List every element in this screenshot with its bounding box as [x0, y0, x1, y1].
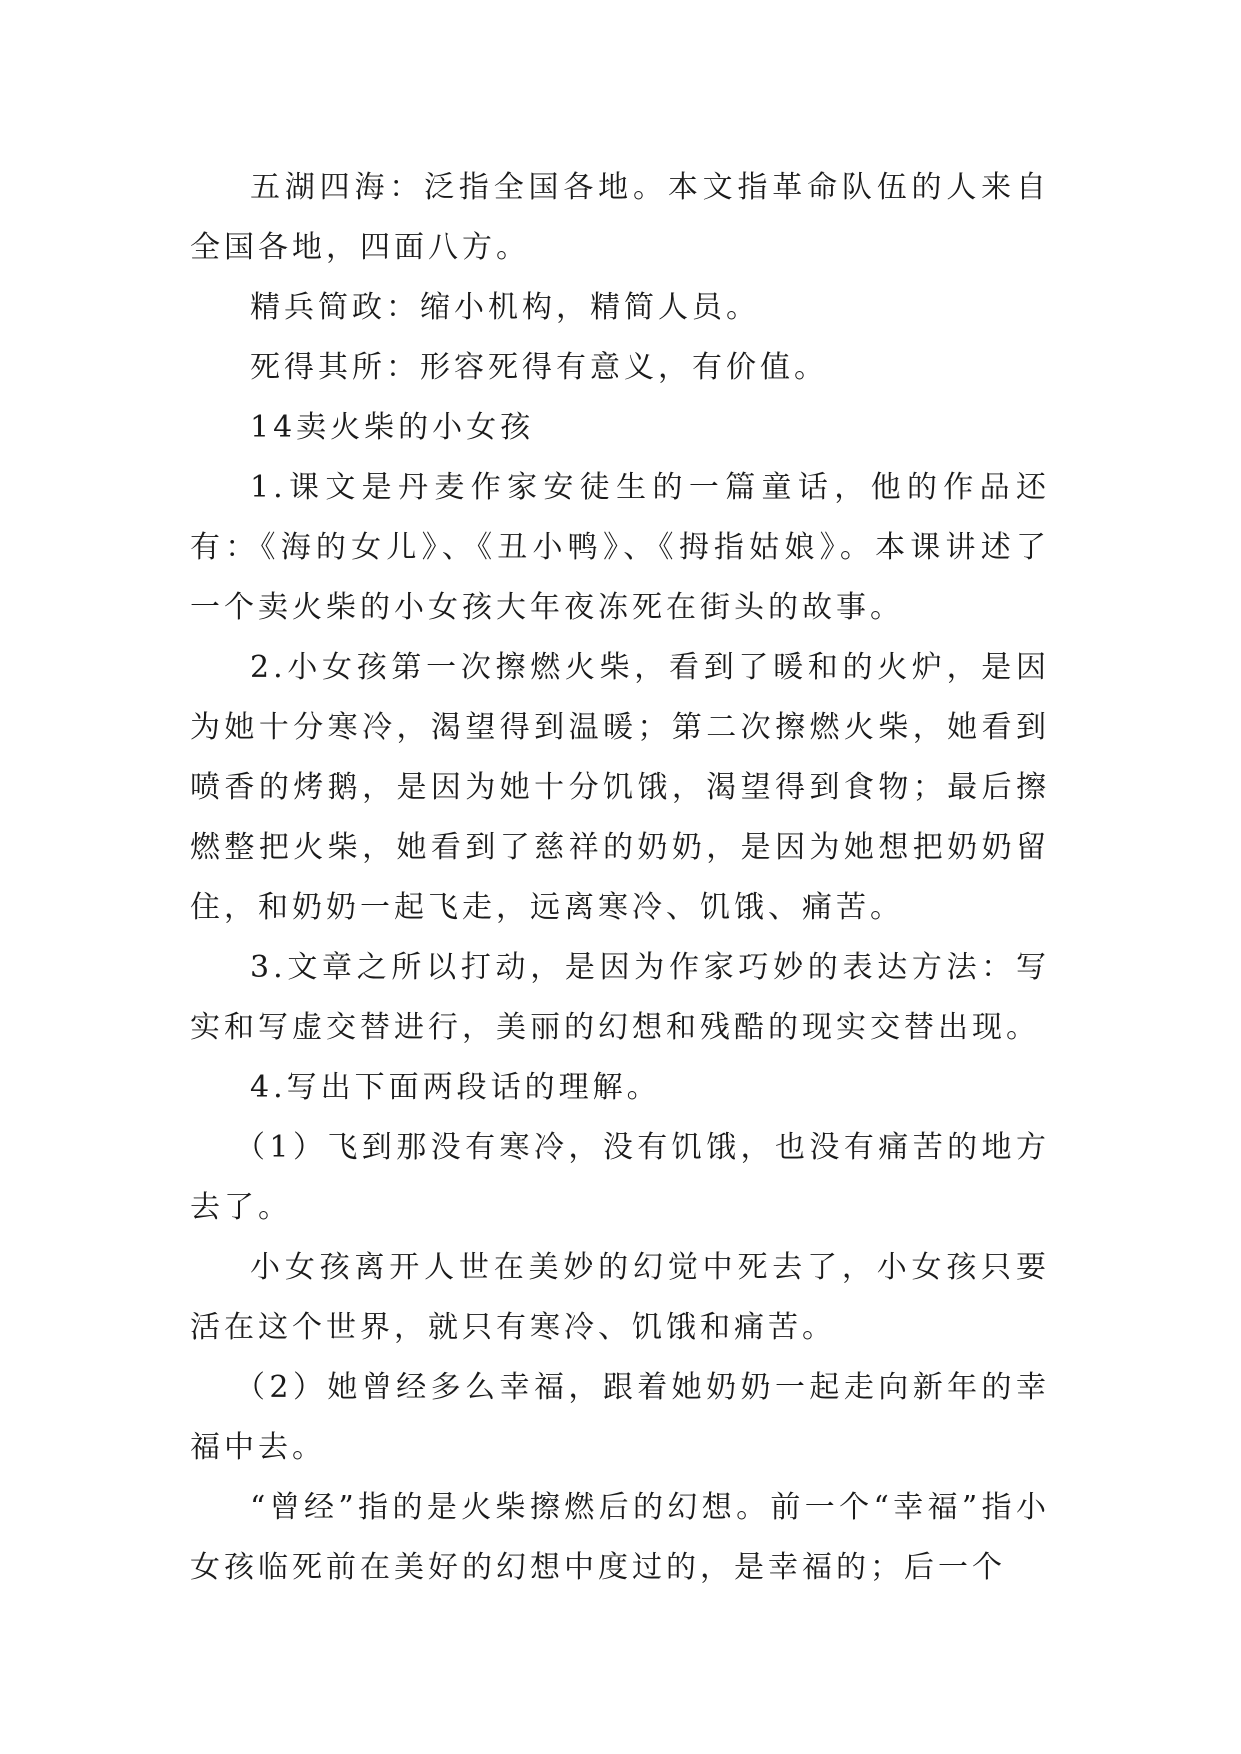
paragraph-explanation-2: “曾经”指的是火柴擦燃后的幻想。前一个“幸福”指小女孩临死前在美好的幻想中度过的，是幸福的；后一个	[190, 1490, 1050, 1585]
paragraph-point-2: 2.小女孩第一次擦燃火柴，看到了暖和的火炉，是因为她十分寒冷，渴望得到温暖；第二次擦燃火柴，她看到喷香的烤鹅，是因为她十分饥饿，渴望得到食物；最后擦燃整把火柴，她看到了慈祥的奶奶，是因为她想把奶奶留住，和奶奶一起飞走，远离寒冷、饥饿、痛苦。	[190, 650, 1050, 925]
paragraph-quote-2: （2）她曾经多么幸福，跟着她奶奶一起走向新年的幸福中去。	[190, 1370, 1050, 1465]
paragraph-point-3: 3.文章之所以打动，是因为作家巧妙的表达方法：写实和写虚交替进行，美丽的幻想和残酷的现实交替出现。	[190, 950, 1050, 1045]
document-body	[190, 158, 1050, 1598]
paragraph-idiom-sidеqisuo: 死得其所：形容死得有意义，有价值。	[250, 350, 828, 385]
paragraph-idiom-wuhusihai: 五湖四海：泛指全国各地。本文指革命队伍的人来自全国各地，四面八方。	[190, 170, 1050, 265]
paragraph-point-1: 1.课文是丹麦作家安徒生的一篇童话，他的作品还有：《海的女儿》、《丑小鸭》、《拇指姑娘》。本课讲述了一个卖火柴的小女孩大年夜冻死在街头的故事。	[190, 470, 1050, 625]
paragraph-idiom-jingbingjianzheng: 精兵简政：缩小机构，精简人员。	[250, 290, 760, 325]
paragraph-quote-1: （1）飞到那没有寒冷，没有饥饿，也没有痛苦的地方去了。	[190, 1130, 1050, 1225]
lesson-heading: 14卖火柴的小女孩	[250, 410, 535, 445]
paragraph-point-4: 4.写出下面两段话的理解。	[250, 1070, 661, 1105]
paragraph-explanation-1: 小女孩离开人世在美妙的幻觉中死去了，小女孩只要活在这个世界，就只有寒冷、饥饿和痛苦。	[190, 1250, 1050, 1345]
